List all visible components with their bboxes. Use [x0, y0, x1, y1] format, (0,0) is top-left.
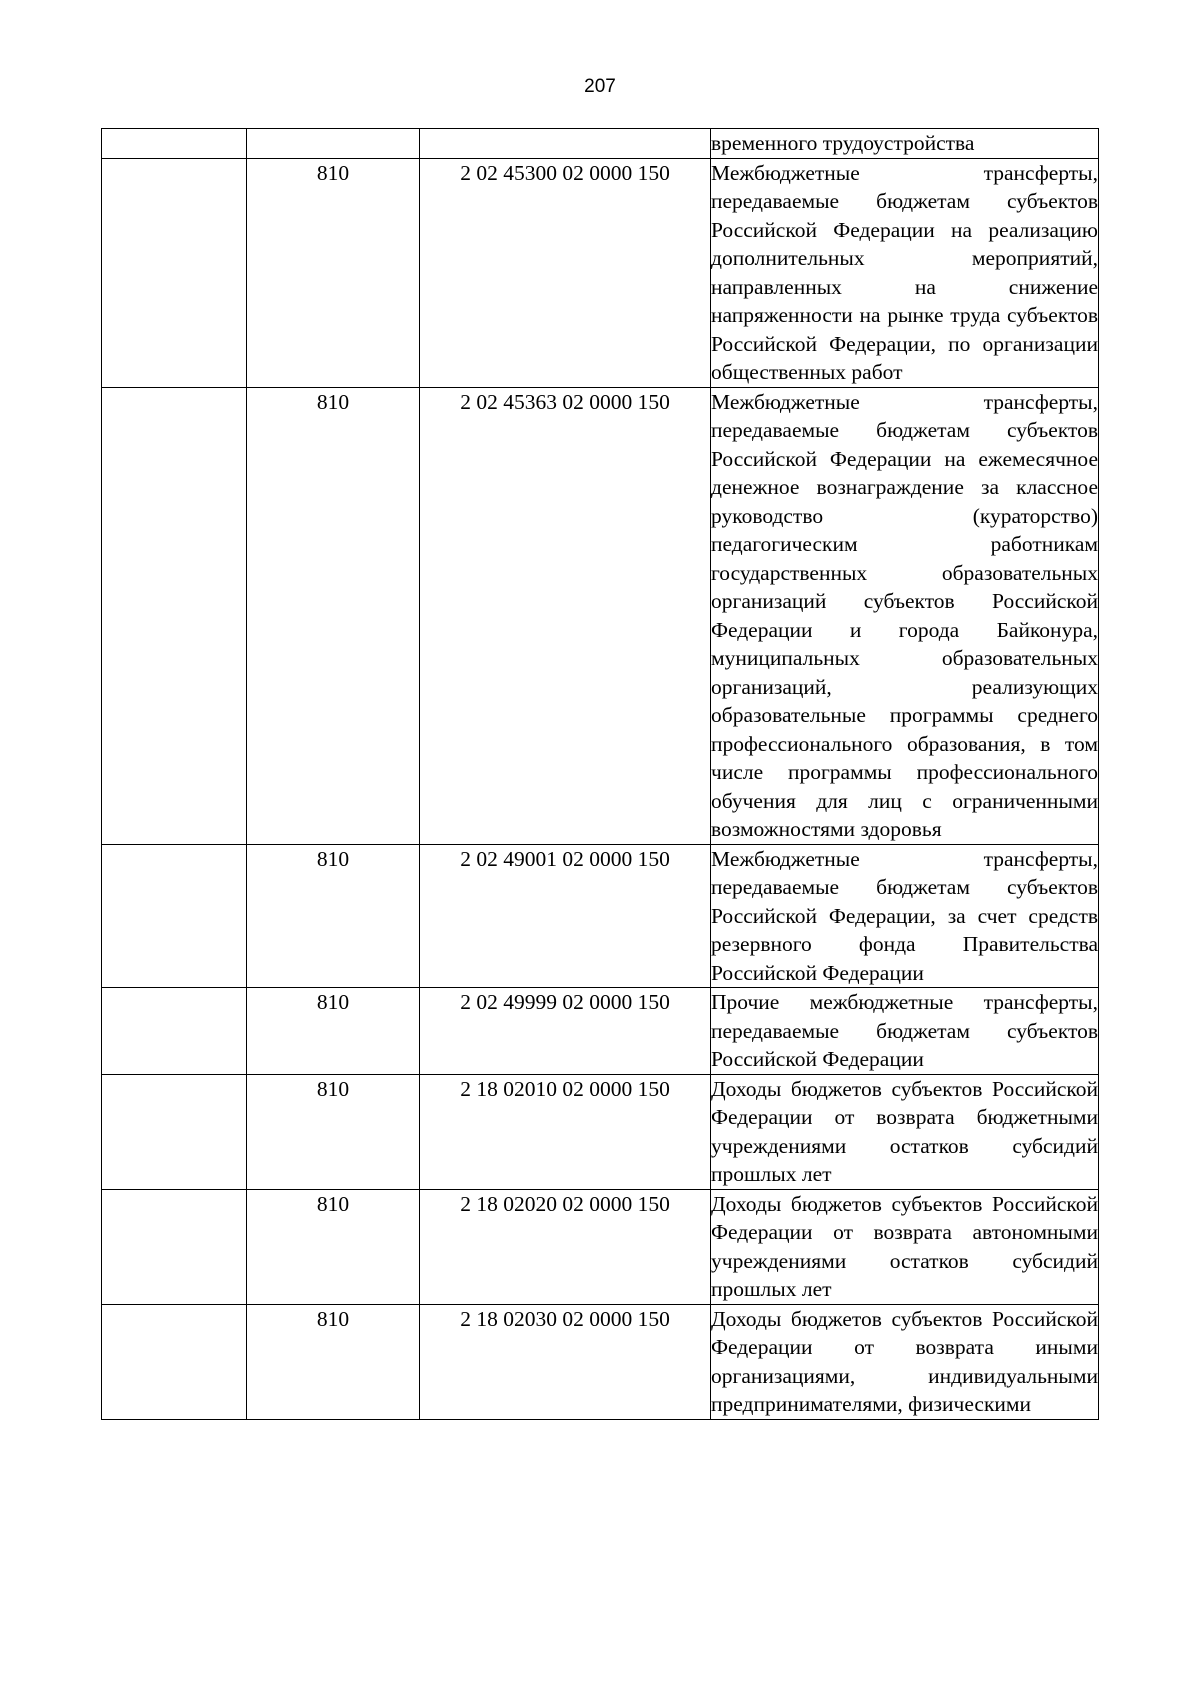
admin-code-cell: 810 [247, 387, 420, 844]
income-name-cell: Межбюджетные трансферты, передаваемые бюджетам субъектов Российской Федерации, за счет средств резервного фонда Правительства Российской Федерации [711, 844, 1099, 988]
budget-code-cell: 2 02 45363 02 0000 150 [420, 387, 711, 844]
budget-code-cell: 2 18 02010 02 0000 150 [420, 1074, 711, 1189]
income-name-cell: Межбюджетные трансферты, передаваемые бюджетам субъектов Российской Федерации на реализацию дополнительных мероприятий, направленных на снижение напряженности на рынке труда субъектов Российской Федерации, по организации общественных работ [711, 158, 1099, 387]
table-row [102, 844, 1099, 988]
admin-code-cell [247, 129, 420, 159]
empty-cell [102, 1189, 247, 1304]
admin-code-cell: 810 [247, 1304, 420, 1419]
income-name-cell: временного трудоустройства [711, 129, 1099, 159]
table-row [102, 1189, 1099, 1304]
budget-code-cell [420, 129, 711, 159]
admin-code-cell: 810 [247, 1189, 420, 1304]
empty-cell [102, 1304, 247, 1419]
table-row [102, 129, 1099, 159]
admin-code-cell: 810 [247, 844, 420, 988]
empty-cell [102, 844, 247, 988]
income-name-cell: Межбюджетные трансферты, передаваемые бюджетам субъектов Российской Федерации на ежемесячное денежное вознаграждение за классное руководство (кураторство) педагогическим работникам государственных образовательных организаций субъектов Российской Федерации и города Байконура, муниципальных образовательных организаций, реализующих образовательные программы среднего профессионального образования, в том числе программы профессионального обучения для лиц с ограниченными возможностями здоровья [711, 387, 1099, 844]
table-row [102, 158, 1099, 387]
budget-classification-table [101, 128, 1099, 1420]
empty-cell [102, 1074, 247, 1189]
empty-cell [102, 129, 247, 159]
empty-cell [102, 158, 247, 387]
budget-code-cell: 2 02 49999 02 0000 150 [420, 988, 711, 1075]
table-row [102, 1074, 1099, 1189]
table-row [102, 1304, 1099, 1419]
page-number: 207 [584, 76, 616, 97]
income-name-cell: Доходы бюджетов субъектов Российской Федерации от возврата бюджетными учреждениями остатков субсидий прошлых лет [711, 1074, 1099, 1189]
empty-cell [102, 988, 247, 1075]
admin-code-cell: 810 [247, 158, 420, 387]
admin-code-cell: 810 [247, 988, 420, 1075]
table-row [102, 988, 1099, 1075]
income-name-cell: Доходы бюджетов субъектов Российской Федерации от возврата иными организациями, индивидуальными предпринимателями, физическими [711, 1304, 1099, 1419]
budget-code-cell: 2 18 02030 02 0000 150 [420, 1304, 711, 1419]
income-name-cell: Прочие межбюджетные трансферты, передаваемые бюджетам субъектов Российской Федерации [711, 988, 1099, 1075]
budget-code-cell: 2 18 02020 02 0000 150 [420, 1189, 711, 1304]
budget-code-cell: 2 02 49001 02 0000 150 [420, 844, 711, 988]
table-row [102, 387, 1099, 844]
empty-cell [102, 387, 247, 844]
admin-code-cell: 810 [247, 1074, 420, 1189]
income-name-cell: Доходы бюджетов субъектов Российской Федерации от возврата автономными учреждениями остатков субсидий прошлых лет [711, 1189, 1099, 1304]
budget-code-cell: 2 02 45300 02 0000 150 [420, 158, 711, 387]
